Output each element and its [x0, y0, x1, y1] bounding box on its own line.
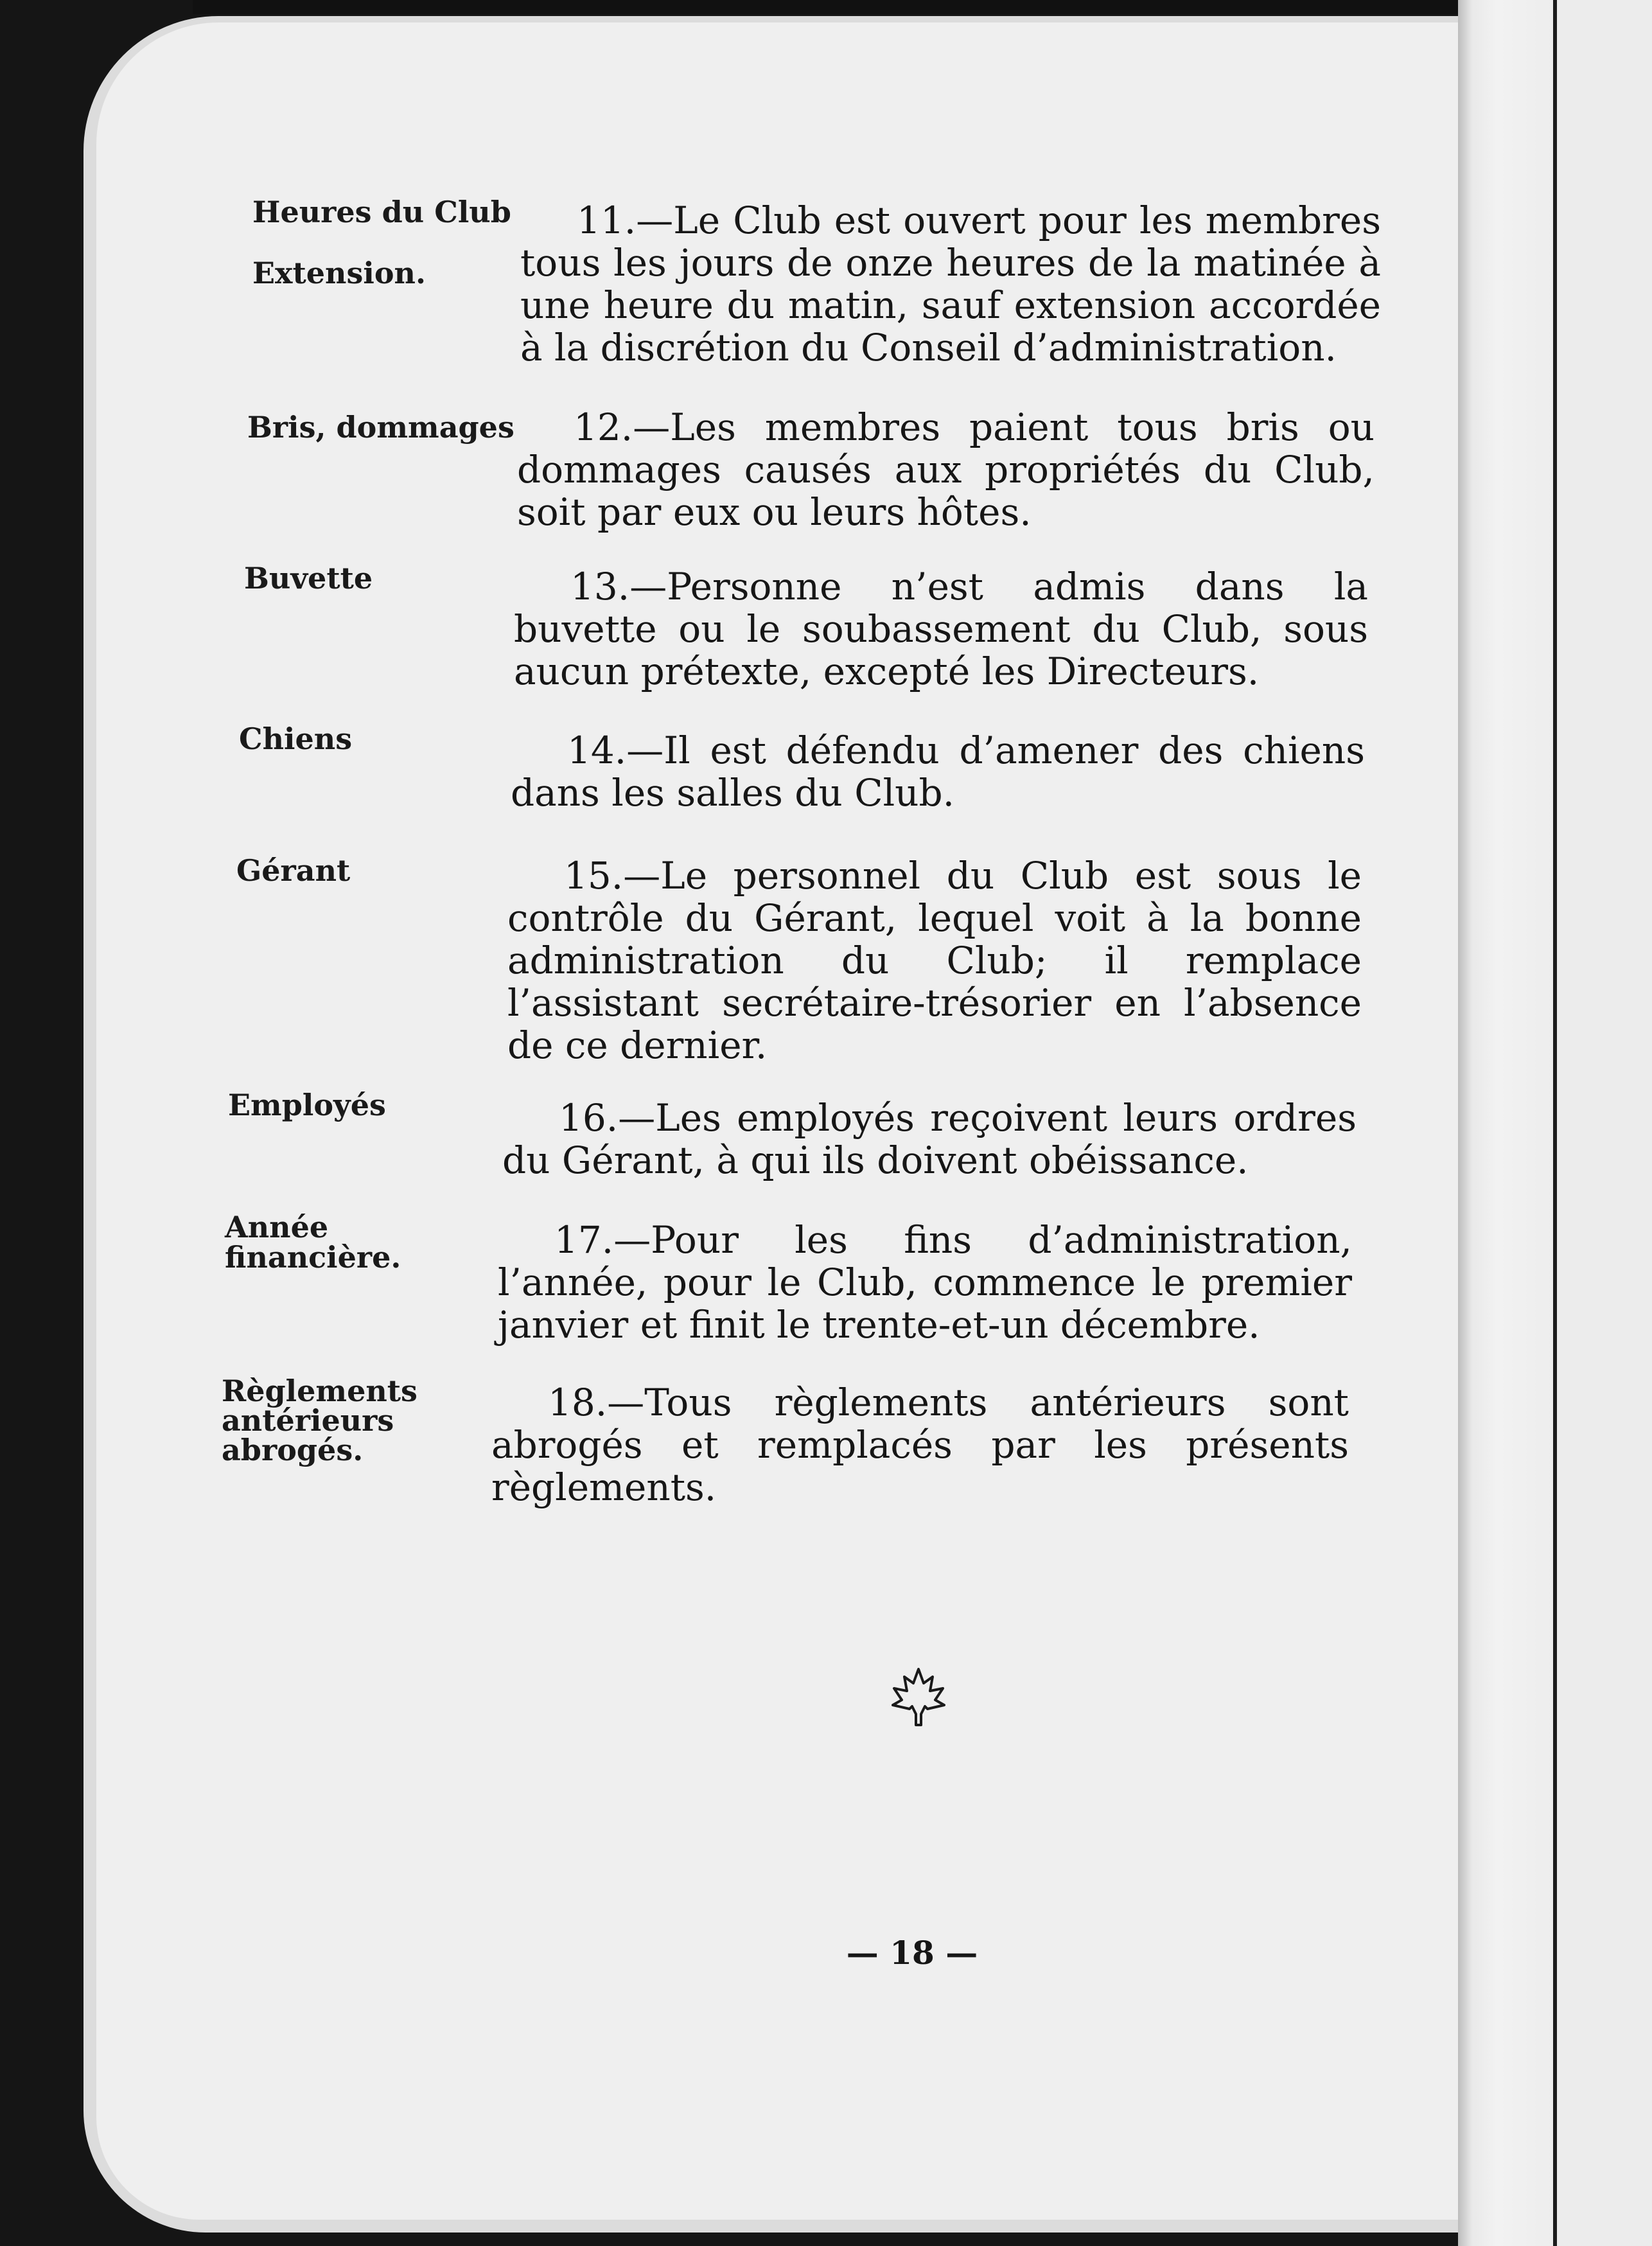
margin-note-employes: Employés [228, 1088, 386, 1122]
margin-note-financiere: financière. [225, 1240, 401, 1275]
margin-note-extension: Extension. [252, 256, 426, 290]
article-18: 18.—Tous règlements antérieurs sont abrogés et remplacés par les présents règlements. [491, 1381, 1349, 1509]
article-13: 13.—Personne n’est admis dans la buvette ou le soubassement du Club, sous aucun prétexte, excepté les Directeurs. [514, 565, 1368, 693]
facing-page-edge [1557, 0, 1652, 2246]
margin-note-buvette: Buvette [244, 561, 373, 596]
page-number: — 18 — [846, 1934, 978, 1972]
article-12: 12.—Les membres paient tous bris ou dommages causés aux propriétés du Club, soit par eux ou leurs hôtes. [517, 405, 1375, 534]
margin-note-abroges: abrogés. [222, 1433, 364, 1467]
book-top-edge [193, 0, 1554, 14]
maple-leaf-icon [886, 1664, 951, 1728]
margin-note-anterieurs: antérieurs [222, 1403, 394, 1438]
article-14: 14.—Il est défendu d’amener des chiens dans les salles du Club. [511, 729, 1365, 815]
article-15: 15.—Le personnel du Club est sous le contrôle du Gérant, lequel voit à la bonne administration du Club; il remplace l’assistant secrétaire-trésorier en l’absence de ce dernier. [507, 854, 1362, 1067]
margin-note-bris: Bris, dommages [247, 410, 514, 445]
book-gutter [1458, 0, 1554, 2246]
margin-note-heures: Heures du Club [252, 195, 511, 229]
article-11: 11.—Le Club est ouvert pour les membres tous les jours de onze heures de la matinée à une heure du matin, sauf extension accordée à la discrétion du Conseil d’administration. [520, 199, 1381, 369]
margin-note-reglements: Règlements [222, 1374, 417, 1408]
margin-note-gerant: Gérant [236, 853, 351, 888]
margin-note-chiens: Chiens [239, 721, 353, 756]
article-16: 16.—Les employés reçoivent leurs ordres du Gérant, à qui ils doivent obéissance. [502, 1096, 1357, 1182]
article-17: 17.—Pour les fins d’administration, l’année, pour le Club, commence le premier janvier et finit le trente-et-un décembre. [498, 1218, 1352, 1347]
margin-note-annee: Année [225, 1210, 329, 1244]
